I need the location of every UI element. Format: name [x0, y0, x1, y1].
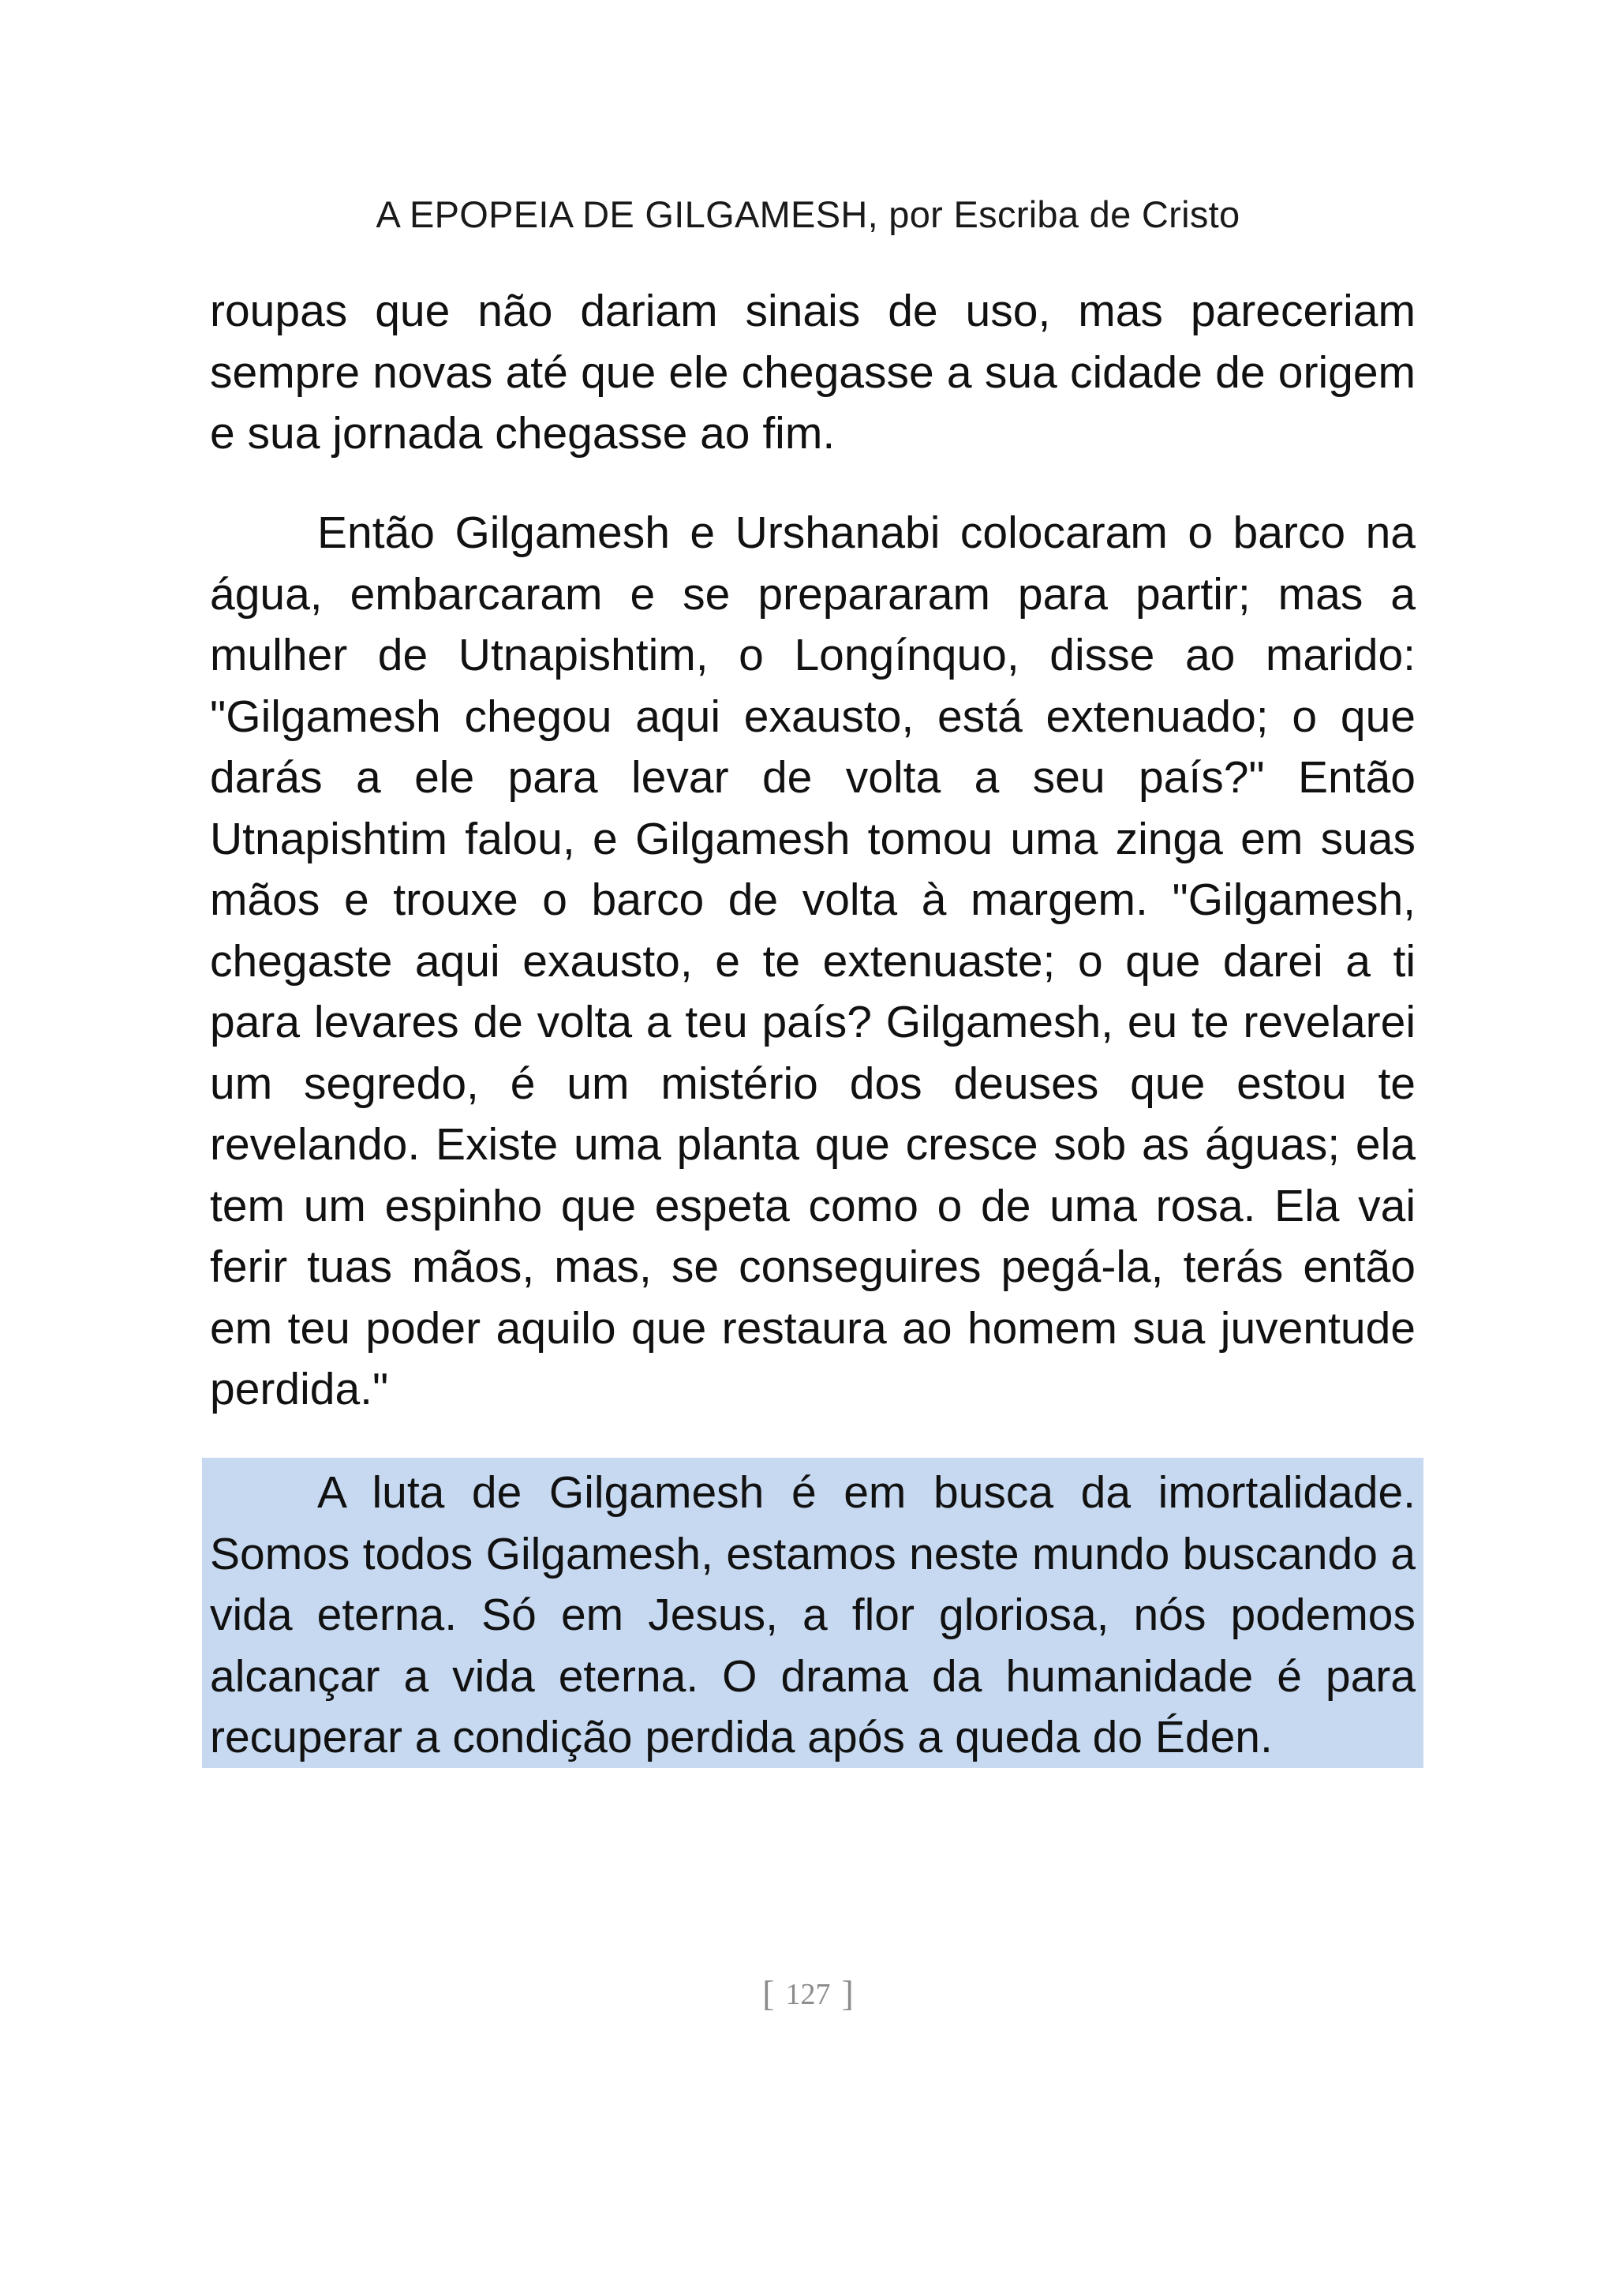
commentary-paragraph: A luta de Gilgamesh é em busca da imortalidade. Somos todos Gilgamesh, estamos neste mundo buscando a vida eterna. Só em Jesus, a flor gloriosa, nós podemos alcançar a vida eterna. O drama da humanidade é para recuperar a condição perdida após a queda do Éden.	[210, 1467, 1416, 1762]
running-header: A EPOPEIA DE GILGAMESH, por Escriba de Cristo	[376, 193, 1240, 235]
paragraph-continuation: roupas que não dariam sinais de uso, mas pareceriam sempre novas até que ele chegasse a sua cidade de origem e sua jornada chegasse ao fim.	[210, 286, 1416, 459]
paragraph-gilgamesh-urshanabi: Então Gilgamesh e Urshanabi colocaram o barco na água, embarcaram e se prepararam para partir; mas a mulher de Utnapishtim, o Longínquo, disse ao marido: "Gilgamesh chegou aqui exausto, está extenuado; o que darás a ele para levar de volta a seu país?" Então Utnapishtim falou, e Gilgamesh tomou uma zinga em suas mãos e trouxe o barco de volta à margem. "Gilgamesh, chegaste aqui exausto, e te extenuaste; o que darei a ti para levares de volta a teu país? Gilgamesh, eu te revelarei um segredo, é um mistério dos deuses que estou te revelando. Existe uma planta que cresce sob as águas; ela tem um espinho que espeta como o de uma rosa. Ela vai ferir tuas mãos, mas, se conseguires pegá-la, terás então em teu poder aquilo que restaura ao homem sua juventude perdida."	[210, 508, 1416, 1414]
page-number-footer	[0, 1975, 1616, 2013]
page-number: 127	[785, 1978, 831, 2011]
page-bracket-close: ]	[841, 1973, 854, 2013]
page-bracket-open: [	[762, 1973, 775, 2013]
